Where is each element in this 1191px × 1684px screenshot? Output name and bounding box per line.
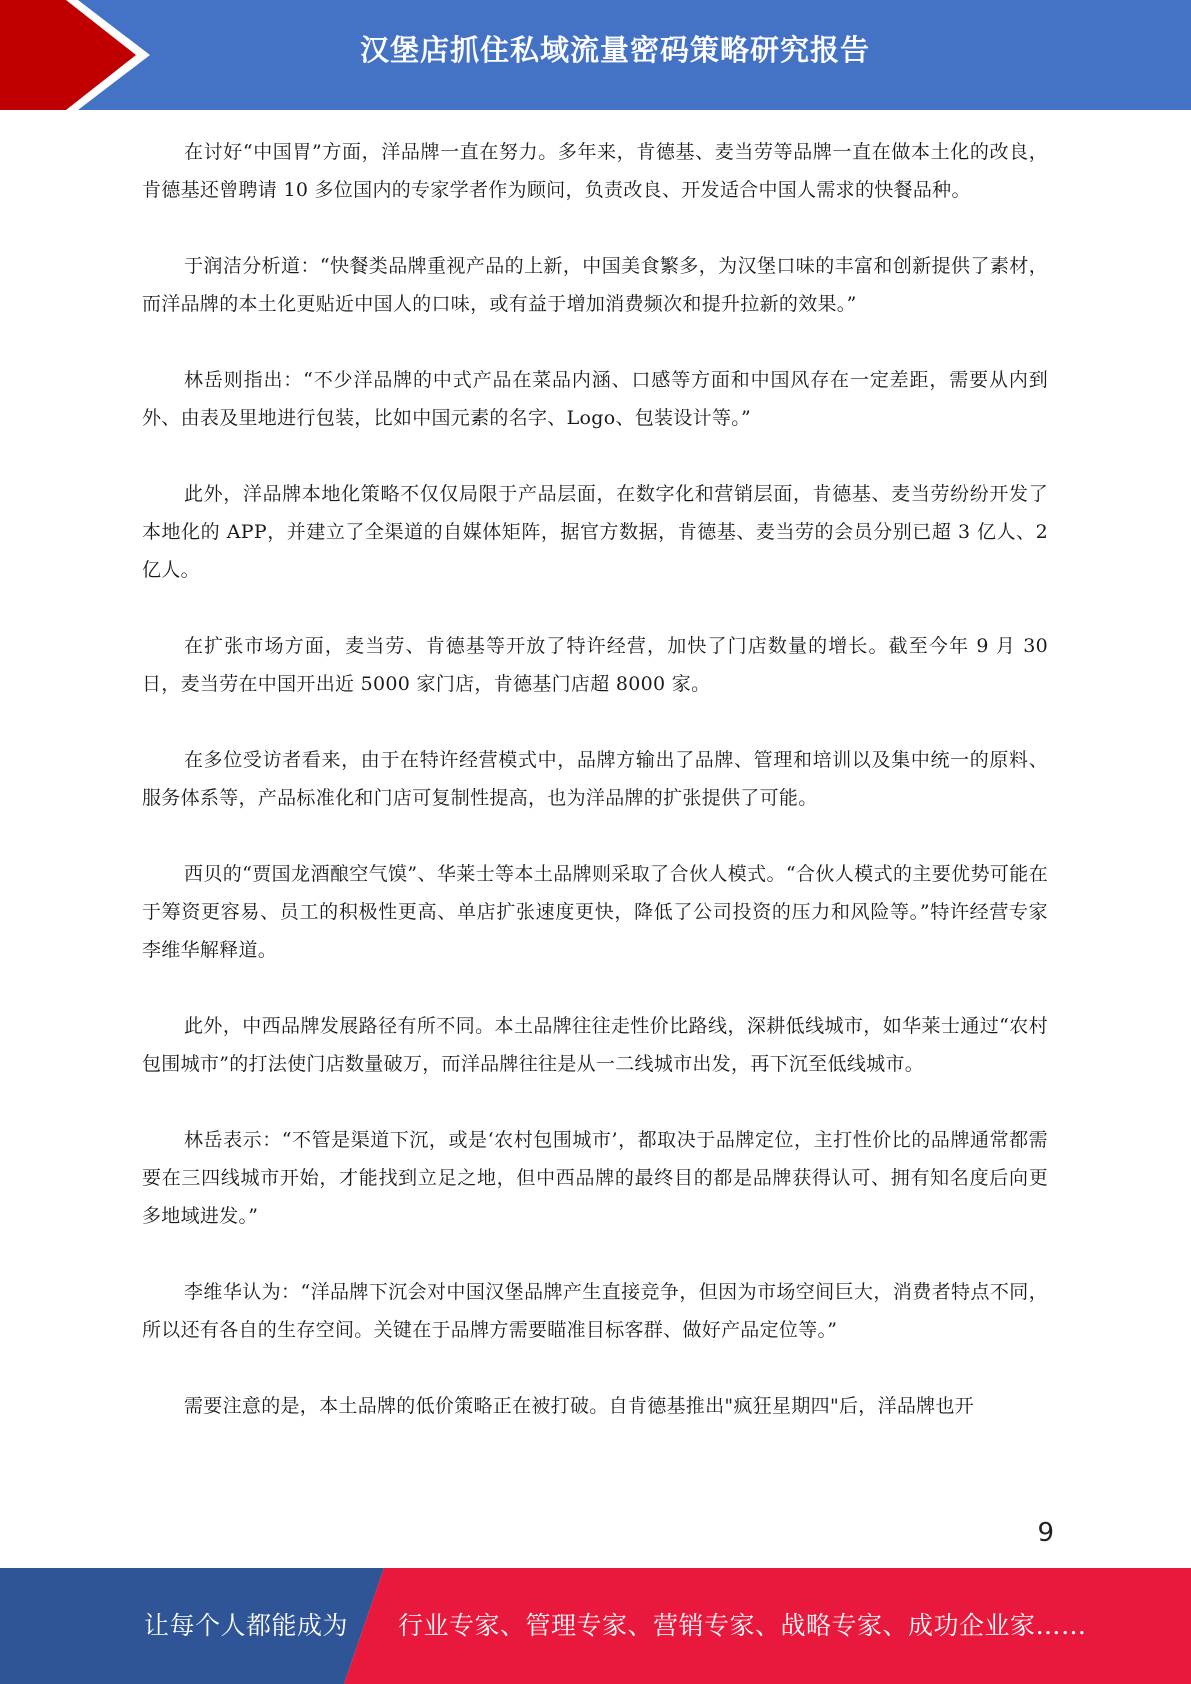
paragraph: 林岳表示：“不管是渠道下沉，或是‘农村包围城市’，都取决于品牌定位，主打性价比的品牌通常都需要在三四线城市开始，才能找到立足之地，但中西品牌的最终目的都是品牌获得认可、拥有知名度后向更多地域进发。” (142, 1129, 1048, 1227)
paragraph: 西贝的“贾国龙酒酿空气馍”、华莱士等本土品牌则采取了合伙人模式。“合伙人模式的主要优势可能在于筹资更容易、员工的积极性更高、单店扩张速度更快，降低了公司投资的压力和风险等。”特许经营专家李维华解释道。 (142, 863, 1048, 961)
footer-expert-list: 行业专家、管理专家、营销专家、战略专家、成功企业家…… (398, 1611, 1087, 1640)
paragraph: 此外，洋品牌本地化策略不仅仅局限于产品层面，在数字化和营销层面，肯德基、麦当劳纷纷开发了本地化的 APP，并建立了全渠道的自媒体矩阵，据官方数据，肯德基、麦当劳的会员分别已超 3 亿人、2 亿人。 (142, 483, 1048, 581)
paragraph: 在讨好“中国胃”方面，洋品牌一直在努力。多年来，肯德基、麦当劳等品牌一直在做本土化的改良，肯德基还曾聘请 10 多位国内的专家学者作为顾问，负责改良、开发适合中国人需求的快餐品种。 (142, 141, 1048, 201)
page-footer (0, 1568, 1191, 1684)
article-body (142, 133, 1048, 1463)
paragraph: 在扩张市场方面，麦当劳、肯德基等开放了特许经营，加快了门店数量的增长。截至今年 9 月 30 日，麦当劳在中国开出近 5000 家门店，肯德基门店超 8000 家。 (142, 635, 1048, 695)
page-header (0, 0, 1191, 110)
paragraph: 于润洁分析道：“快餐类品牌重视产品的上新，中国美食繁多，为汉堡口味的丰富和创新提供了素材，而洋品牌的本土化更贴近中国人的口味，或有益于增加消费频次和提升拉新的效果。” (142, 255, 1048, 315)
paragraph: 林岳则指出：“不少洋品牌的中式产品在菜品内涵、口感等方面和中国风存在一定差距，需要从内到外、由表及里地进行包装，比如中国元素的名字、Logo、包装设计等。” (142, 369, 1048, 429)
paragraph: 需要注意的是，本土品牌的低价策略正在被打破。自肯德基推出"疯狂星期四"后，洋品牌也开 (184, 1395, 975, 1417)
report-title: 汉堡店抓住私域流量密码策略研究报告 (359, 33, 870, 67)
footer-slogan: 让每个人都能成为 (144, 1611, 349, 1640)
paragraph: 李维华认为：“洋品牌下沉会对中国汉堡品牌产生直接竞争，但因为市场空间巨大，消费者特点不同，所以还有各自的生存空间。关键在于品牌方需要瞄准目标客群、做好产品定位等。” (142, 1281, 1048, 1341)
page-number: 9 (1037, 1518, 1054, 1548)
paragraph: 在多位受访者看来，由于在特许经营模式中，品牌方输出了品牌、管理和培训以及集中统一的原料、服务体系等，产品标准化和门店可复制性提高，也为洋品牌的扩张提供了可能。 (142, 749, 1048, 809)
paragraph: 此外，中西品牌发展路径有所不同。本土品牌往往走性价比路线，深耕低线城市，如华莱士通过“农村包围城市”的打法使门店数量破万，而洋品牌往往是从一二线城市出发，再下沉至低线城市。 (142, 1015, 1048, 1075)
